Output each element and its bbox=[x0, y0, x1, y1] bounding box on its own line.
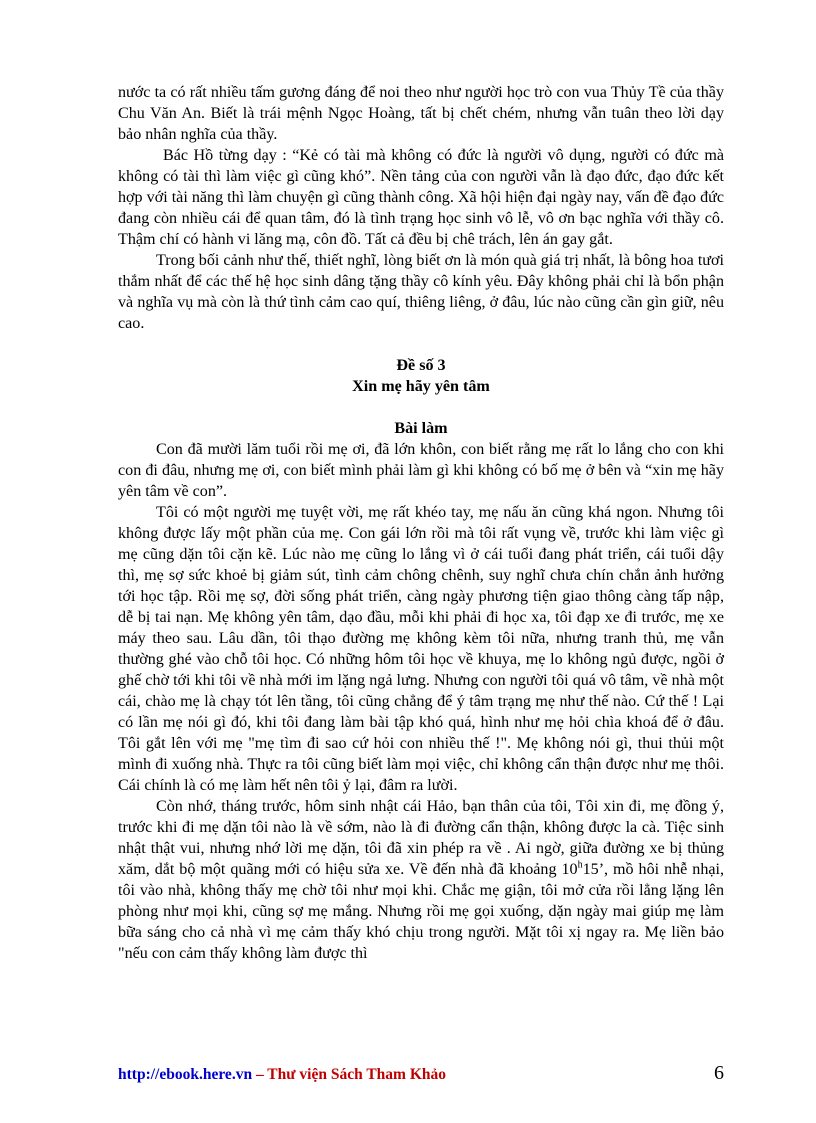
section-number: Đề số 3 bbox=[396, 357, 446, 374]
paragraph-ho-chi-minh-quote: Bác Hồ từng dạy : “Kẻ có tài mà không có đức là người vô dụng, người có đức mà không có tài thì làm việc gì cũng khó”. Nền tảng của con người vẫn là đạo đức, đạo đức kết hợp với tài năng thì làm chuyện gì cũng thành công. Xã hội hiện đại ngày nay, vấn đề đạo đức đang còn nhiều cái để quan tâm, đó là tình trạng học sinh vô lễ, vô ơn bạc nghĩa với thầy cô. Thậm chí có hành vi lăng mạ, côn đồ. Tất cả đều bị chê trách, lên án gay gắt. bbox=[118, 147, 724, 248]
paragraph-gratitude: Trong bối cảnh như thế, thiết nghĩ, lòng biết ơn là món quà giá trị nhất, là bông hoa tươi thắm nhất để các thế hệ học sinh dâng tặng thầy cô kính yêu. Đây không phải chỉ là bổn phận và nghĩa vụ mà còn là thứ tình cảm cao quí, thiêng liêng, ở đâu, lúc nào cũng cần gìn giữ, nêu cao. bbox=[118, 252, 724, 332]
time-hour-superscript: h bbox=[577, 859, 583, 871]
page-number: 6 bbox=[714, 1062, 724, 1084]
essay-paragraph-1: Con đã mười lăm tuổi rồi mẹ ơi, đã lớn khôn, con biết rằng mẹ rất lo lắng cho con khi con đi đâu, nhưng mẹ ơi, con biết mình phải làm gì khi không có bố mẹ ở bên và “xin mẹ hãy yên tâm về con”. bbox=[118, 441, 724, 500]
page-footer bbox=[118, 1064, 724, 1088]
paragraph-continuation: nước ta có rất nhiều tấm gương đáng để noi theo như người học trò con vua Thủy Tề của thầy Chu Văn An. Biết là trái mệnh Ngọc Hoàng, tất bị chết chém, nhưng vẫn tuân theo lời dạy bảo nhân nghĩa của thầy. bbox=[118, 84, 724, 143]
essay-paragraph-2: Tôi có một người mẹ tuyệt vời, mẹ rất khéo tay, mẹ nấu ăn cũng khá ngon. Nhưng tôi không được lấy một phần của mẹ. Con gái lớn rồi mà tôi rất vụng về, trước khi làm việc gì mẹ cũng dặn tôi cặn kẽ. Lúc nào mẹ cũng lo lắng vì ở cái tuổi đang phát triển, cái tuổi dậy thì, mẹ sợ sức khoẻ bị giảm sút, tình cảm chông chênh, suy nghĩ chưa chín chắn ảnh hưởng tới học tập. Rồi mẹ sợ, đời sống phát triển, càng ngày phương tiện giao thông càng tấp nập, dễ bị tai nạn. Mẹ không yên tâm, dạo đầu, mỗi khi phải đi học xa, tôi đạp xe đi trước, mẹ xe máy theo sau. Lâu dần, tôi thạo đường mẹ không kèm tôi nữa, nhưng tranh thủ, mẹ vẫn thường ghé vào chỗ tôi học. Có những hôm tôi học về khuya, mẹ lo không ngủ được, ngồi ở ghế chờ tới khi tôi về nhà mới im lặng ngả lưng. Nhưng con người tôi quá vô tâm, về nhà một cái, chào mẹ là chạy tót lên tầng, tôi cũng chẳng để ý tâm trạng mẹ như thế nào. Cứ thế ! Lại có lần mẹ nói gì đó, khi tôi đang làm bài tập khó quá, hình như mẹ hỏi chìa khoá để ở đâu. Tôi gắt lên với mẹ "mẹ tìm đi sao cứ hỏi con nhiều thế !". Mẹ không nói gì, thui thủi một mình đi xuống nhà. Thực ra tôi cũng biết làm mọi việc, chỉ không cẩn thận được như mẹ thôi. Cái chính là có mẹ làm hết nên tôi ỷ lại, đâm ra lười. bbox=[118, 504, 724, 794]
footer-separator: – bbox=[252, 1066, 268, 1083]
essay-paragraph-3-end: , mồ hôi nhễ nhại, tôi vào nhà, không thấy mẹ chờ tôi như mọi khi. Chắc mẹ giận, tôi mở cửa rồi lẳng lặng lên phòng như mọi khi, cũng sợ mẹ mắng. Nhưng rồi mẹ gọi xuống, dặn ngày mai giúp mẹ làm bữa sáng cho cả nhà vì mẹ cảm thấy khó chịu trong người. Mặt tôi xị ngay ra. Mẹ liền bảo "nếu con cảm thấy không làm được thì bbox=[118, 861, 725, 962]
footer-source bbox=[118, 1066, 446, 1084]
time-hour: 10 bbox=[561, 861, 578, 878]
footer-library-name: Thư viện Sách Tham Khảo bbox=[267, 1066, 447, 1083]
essay-paragraph-3-start: Còn nhớ, tháng trước, hôm sinh nhật cái Hảo, bạn thân của tôi, Tôi xin đi, mẹ đồng ý, trước khi đi mẹ dặn tôi nào là về sớm, nào là đi đường cẩn thận, không được la cà. Tiệc sinh nhật thật vui, nhưng nhớ lời mẹ dặn, tôi đã xin phép ra về . Ai ngờ, giữa đường xe bị thủng xăm, dắt bộ một quãng mới có hiệu sửa xe. Về đến nhà đã khoảng bbox=[118, 798, 724, 878]
work-label: Bài làm bbox=[394, 420, 448, 437]
section-title: Xin mẹ hãy yên tâm bbox=[352, 378, 490, 395]
document-body bbox=[118, 82, 724, 964]
essay-paragraph-3 bbox=[118, 796, 724, 964]
footer-url-link[interactable]: http://ebook.here.vn bbox=[118, 1066, 253, 1083]
time-minute: 15’ bbox=[582, 861, 605, 878]
